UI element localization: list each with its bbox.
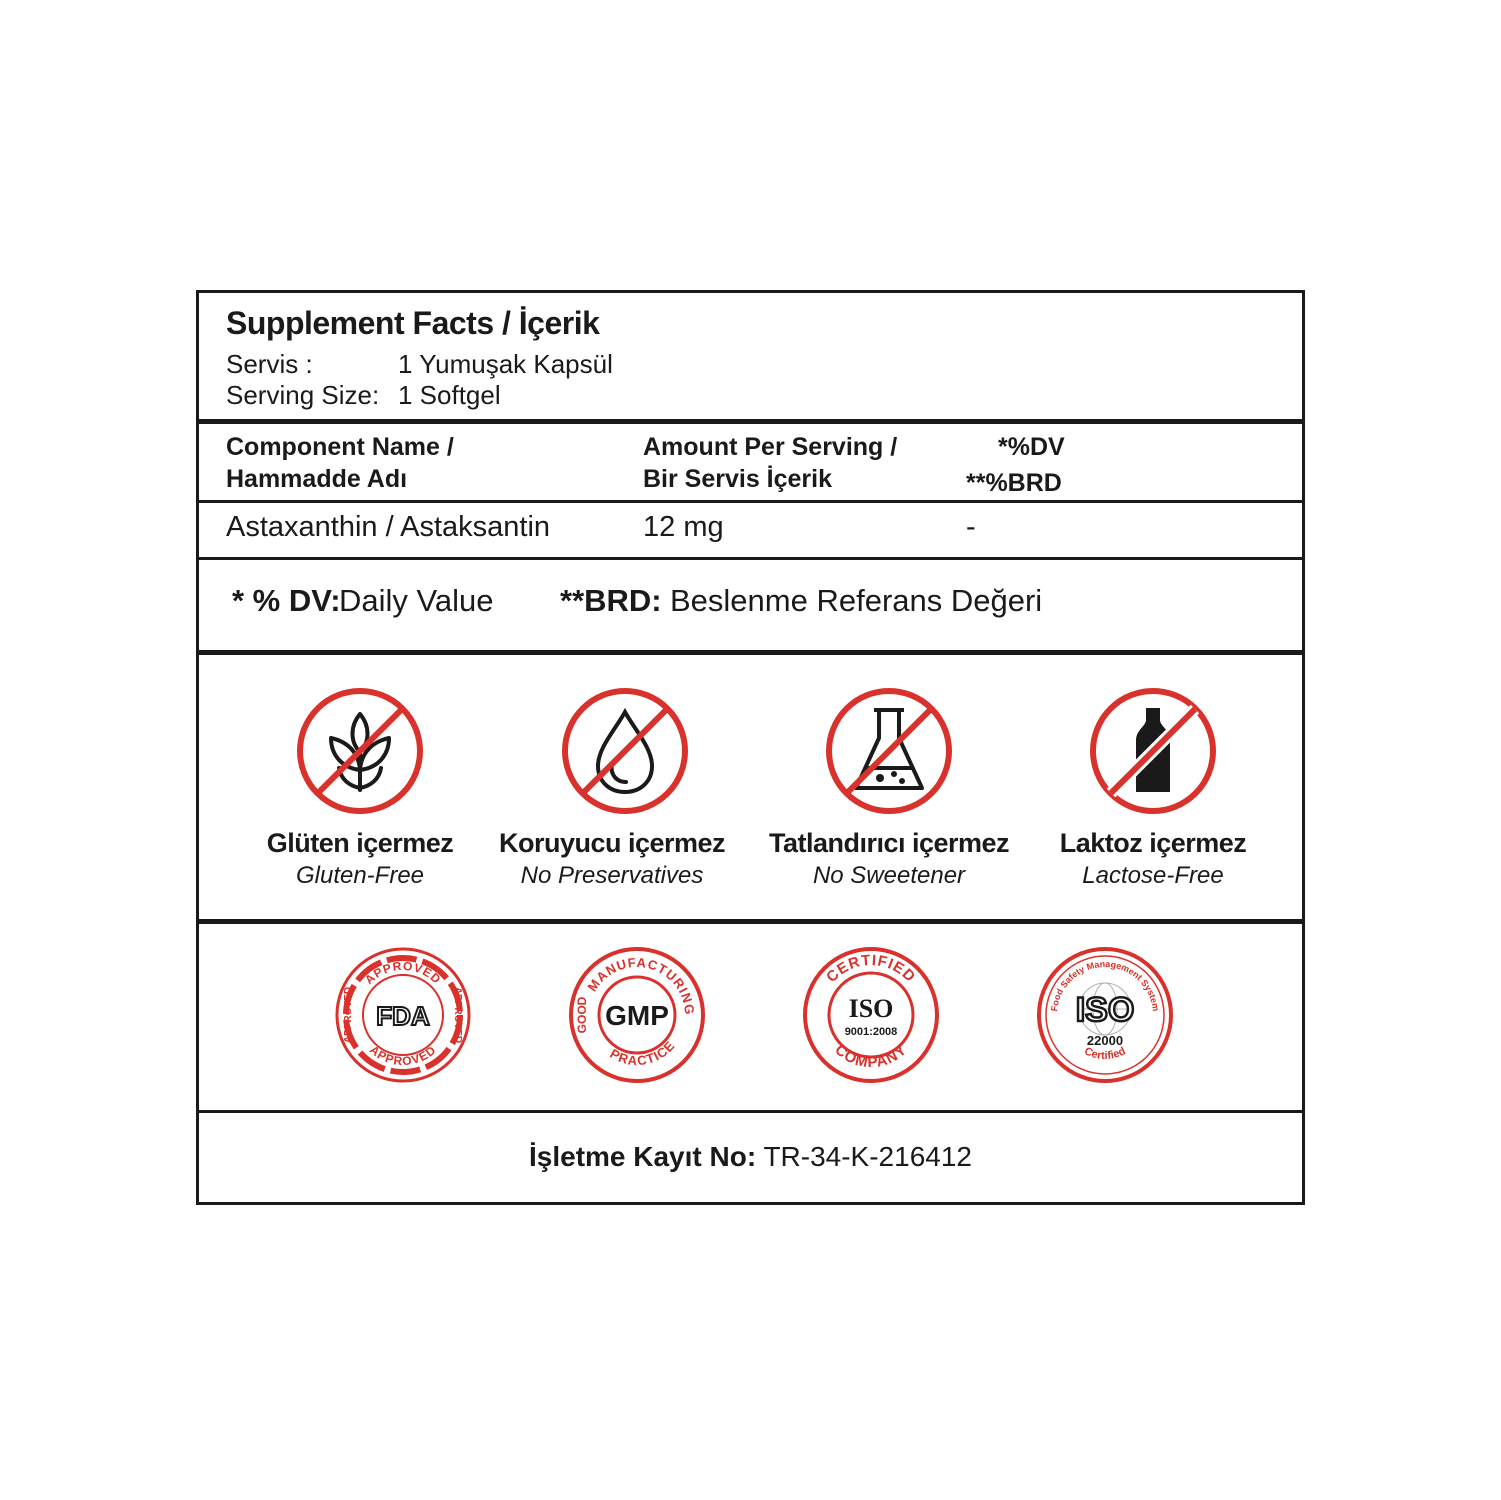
iso22000-top-text: Food Safety Management System [1049,958,1161,1012]
serving-size-label: Serving Size: [226,380,380,410]
col-amount-line2: Bir Servis İçerik [643,465,833,493]
gmp-left-text: GOOD [575,996,589,1034]
svg-text:COMPANY [831,1041,910,1071]
feature-label-en: No Preservatives [520,862,704,889]
servis-value: 1 Yumuşak Kapsül [398,349,613,379]
registration-value: TR-34-K-216412 [763,1141,972,1172]
iso22000-bottom-text: Certified [1082,1045,1128,1063]
divider [199,1110,1302,1113]
iso9001-center-text: ISO [848,994,894,1023]
panel-title: Supplement Facts / İçerik [226,305,600,341]
gmp-center-text: GMP [605,1000,669,1031]
legend-dv-value: Daily Value [339,583,494,618]
row-dv: - [966,511,976,543]
serving-size-value: 1 Softgel [398,380,501,410]
flask-icon [824,686,954,816]
feature-label-en: No Sweetener [812,862,966,889]
bottle-icon [1088,686,1218,816]
fda-left-text: APPROVED [343,986,354,1044]
divider [199,919,1302,924]
gmp-badge [567,945,707,1085]
servis-label: Servis : [226,349,313,379]
iso22000-sub-text: 22000 [1086,1033,1124,1048]
feature-label-tr: Laktoz içermez [1059,828,1247,858]
drop-icon [560,686,690,816]
fda-bottom-text: APPROVED [366,1042,440,1069]
iso9001-top-text: CERTIFIED [823,951,919,986]
col-dv: *%DV [998,433,1065,461]
iso-9001-badge [801,945,941,1085]
registration-number [199,1141,1302,1173]
feature-label-en: Gluten-Free [295,862,425,889]
wheat-icon [295,686,425,816]
fda-top-text: APPROVED [361,958,445,987]
col-component-line1: Component Name / [226,433,454,461]
row-amount: 12 mg [643,511,724,543]
svg-text:PRACTICE [608,1038,678,1069]
feature-label-tr: Tatlandırıcı içermez [768,828,1010,858]
registration-label: İşletme Kayıt No: [528,1141,757,1172]
divider [199,650,1302,655]
feature-label-tr: Koruyucu içermez [498,828,726,858]
iso-22000-badge [1035,945,1175,1085]
iso9001-sub-text: 9001:2008 [844,1026,898,1038]
col-amount-line1: Amount Per Serving / [643,433,898,461]
divider [199,557,1302,560]
legend-brd-value: Beslenme Referans Değeri [670,583,1043,618]
fda-center-text: FDA [376,1001,430,1031]
iso22000-center-text: ISO [1075,991,1135,1029]
feature-label-en: Lactose-Free [1082,862,1224,889]
supplement-facts-panel [196,290,1305,1205]
gmp-bottom-text: PRACTICE [607,1037,679,1069]
iso9001-bottom-text: COMPANY [831,1041,911,1072]
divider [199,419,1302,424]
row-component-name: Astaxanthin / Astaksantin [226,511,551,543]
fda-right-text: APPROVED [452,986,463,1044]
fda-approved-badge [333,945,473,1085]
gmp-top-text: MANUFACTURING [584,954,698,1017]
legend-dv-key: * % DV: [232,583,341,618]
legend-brd-key: **BRD: [560,583,662,618]
col-component-line2: Hammadde Adı [226,465,408,493]
col-brd: **%BRD [966,469,1062,497]
feature-label-tr: Glüten içermez [266,828,454,858]
divider [199,500,1302,503]
